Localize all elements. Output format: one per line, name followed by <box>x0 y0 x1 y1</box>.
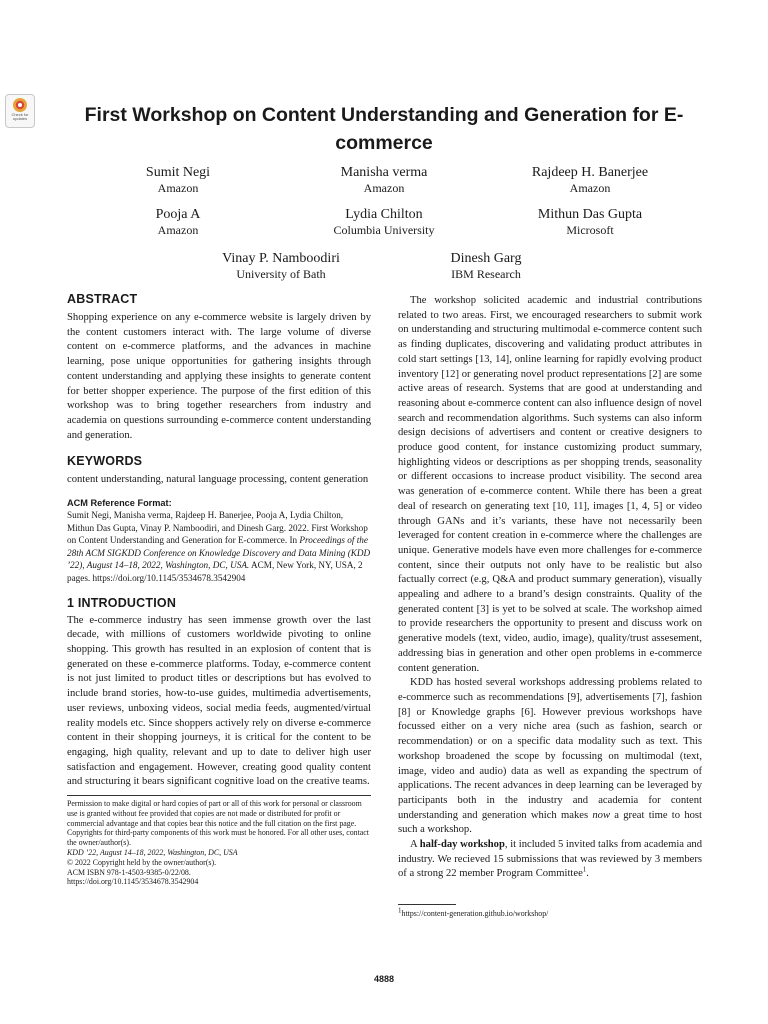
author-affiliation: IBM Research <box>451 267 521 281</box>
acm-reference-venue: Proceedings of the 28th ACM SIGKDD Conference on Knowledge Discovery and Data Mining (KDD ’22), August 14–18, 2022, Washington, DC, USA. <box>67 535 371 571</box>
acm-reference-authors: Sumit Negi, Manisha verma, Rajdeep H. Banerjee, Pooja A, Lydia Chilton, Mithun Das Gupta, Vinay P. Namboodiri, and Dinesh Garg. 2022. First Workshop on Content Understanding and Generation for E-commerce. In <box>67 510 368 546</box>
author-name: Pooja A <box>155 207 201 222</box>
introduction-heading: 1 INTRODUCTION <box>67 595 177 610</box>
footnote <box>398 906 702 919</box>
paper-title: First Workshop on Content Understanding and Generation for E-commerce <box>84 104 684 154</box>
author-affiliation: Microsoft <box>566 223 614 237</box>
author-name: Dinesh Garg <box>450 251 522 266</box>
author-name: Rajdeep H. Banerjee <box>531 165 649 180</box>
author-affiliation: Columbia University <box>333 223 435 237</box>
page-number: 4888 <box>373 974 395 984</box>
emphasis-text: now <box>592 809 611 821</box>
bold-text: half-day workshop <box>419 839 505 851</box>
author-affiliation: Amazon <box>157 223 199 237</box>
permission-divider <box>67 795 371 796</box>
footnote-marker[interactable]: 1 <box>582 865 587 874</box>
paragraph-text: . <box>586 868 589 880</box>
author-name: Mithun Das Gupta <box>537 207 643 222</box>
author-block <box>366 250 606 282</box>
paragraph-text: a great time to host such a workshop. <box>398 809 702 836</box>
right-column <box>398 294 702 919</box>
badge-text-1: Check for <box>11 112 29 117</box>
permission-venue: KDD ’22, August 14–18, 2022, Washington, DC, USA <box>67 848 238 858</box>
paragraph-text: A <box>410 839 420 851</box>
footnote-number: 1 <box>398 906 402 915</box>
keywords-text: content understanding, natural language processing, content generation <box>67 474 369 486</box>
author-affiliation: Amazon <box>157 181 199 195</box>
permission-isbn: ACM ISBN 978-1-4503-9385-0/22/08. <box>67 867 191 877</box>
author-affiliation: Amazon <box>569 181 611 195</box>
footnote-link[interactable]: https://content-generation.github.io/workshop/ <box>401 909 549 919</box>
author-name: Lydia Chilton <box>345 207 423 222</box>
author-affiliation: University of Bath <box>236 267 326 281</box>
badge-text-2: updates <box>12 116 28 121</box>
update-ribbon-icon <box>12 97 28 113</box>
body-paragraph: The workshop solicited academic and industrial contributions related to two areas. First, we encouraged researchers to submit work on understanding and structuring multimodal e-commerce content such as finding duplicates, discovering and validating product attributes in cold start settings [13, 14], online learning for rapidly evolving product inventory [12] or generating novel product representations [2] are some active areas of research. Systems that are good at understanding and reasoning about e-commerce content can also influence design of novel search and recommendation algorithms. Such systems can also inform design decisions of advertisers and content or creative designers to produce good content, for instance customizing product summary, highlighting videos or descriptions as per shopping trends, seasonality or different occasions to increase product visibility. The second area was generation of e-commerce content. While there has been a great deal of research on generating text [10, 11], images [1, 4, 5] or video through GANs and it’s variants, these have not necessarily been leveraged for content creation in e-commerce where the challenges are unique. Generative models have even more challenges for e-commerce content, since their outputs not only have to be realistic but also factually correct (e.g, Q&A and product summary generation), visually appealing and adhere to a brand’s design constraints. Quality of the generated content [3] is yet to be solved at scale. The workshop aimed to provide researchers the opportunity to present and discuss work on generative models (text, video, audio, image), quality/trust assesement, addressing bias in generation and other open problems in e-commerce content generation. <box>398 295 702 674</box>
body-paragraph <box>398 676 702 838</box>
author-block <box>58 164 298 196</box>
check-for-updates-badge[interactable] <box>5 94 35 128</box>
footnote-divider <box>398 904 456 905</box>
author-block <box>470 206 710 238</box>
acm-reference-text <box>67 509 371 585</box>
paragraph-text: , it included 5 invited talks from academia and industry. We recieved 15 submissions that was reviewed by 3 members of a strong 22 member Program Committee <box>398 839 702 880</box>
author-block <box>58 206 298 238</box>
author-name: Manisha verma <box>340 165 428 180</box>
permission-text: Permission to make digital or hard copies of part or all of this work for personal or classroom use is granted without fee provided that copies are not made or distributed for profit or commercial advantage and that copies bear this notice and the full citation on the first page. Copyrights for third-party components of this work must be honored. For all other uses, contact the owner/author(s). <box>67 799 369 848</box>
author-name: Vinay P. Namboodiri <box>222 251 340 266</box>
body-paragraph <box>398 838 702 882</box>
introduction-text: The e-commerce industry has seen immense growth over the last decade, with millions of customers worldwide pivoting to online shopping. This growth has resulted in an explosion of content that is generated on these e-commerce platforms. Today, e-commerce content is not just limited to product titles or descriptions but has evolved to include brand stories, how-to-use guides, multimedia advertisements, user reviews, unboxing videos, social media feeds, augmented/virtual reality models etc. Since shoppers actively rely on diverse e-commerce content in their shopping journeys, it is critical for the content to be engaging, high quality, relevant and up to date to deliver high user satisfaction and engagement. However, creating good quality content and structuring it bears significant cognitive load on the creative teams. <box>67 614 371 788</box>
acm-reference-publisher: ACM, New York, NY, USA, 2 pages. https://doi.org/10.1145/3534678.3542904 <box>67 560 363 583</box>
author-block <box>264 206 504 238</box>
permission-copyright: © 2022 Copyright held by the owner/author(s). <box>67 857 217 867</box>
abstract-heading: ABSTRACT <box>67 292 138 306</box>
permission-doi: https://doi.org/10.1145/3534678.3542904 <box>67 877 199 887</box>
author-block <box>161 250 401 282</box>
acm-reference-label: ACM Reference Format: <box>67 498 172 509</box>
author-affiliation: Amazon <box>363 181 405 195</box>
permission-notice <box>67 799 371 887</box>
author-block <box>470 164 710 196</box>
left-column <box>67 291 371 887</box>
abstract-text: Shopping experience on any e-commerce website is largely driven by the content customers interact with. The large volume of diverse content on e-commerce platforms, and the advances in machine learning, pose unique opportunities for gathering insights through content understanding and applying these insights to generate content for better shopper experience. The purpose of the first edition of this workshop was to bring together researchers from industry and academia on questions surrounding e-commerce content understanding and generation. <box>67 312 371 441</box>
author-block <box>264 164 504 196</box>
paragraph-text: KDD has hosted several workshops addressing problems related to e-commerce such as recommendations [9], advertisements [7], fashion [8] or Knowledge graphs [6]. However previous workshops have focussed either on a very niche area (such as fashion, search or recommendation) or on a specific data modality such as text. This workshop broadened the scope by focussing on multimodal (text, image, video and audio) data as well as expanding the spectrum of applications. The recent advances in deep learning can be leveraged by participants both in the industry and academia for content understanding and generation which makes <box>398 677 702 821</box>
keywords-heading: KEYWORDS <box>67 454 143 469</box>
author-name: Sumit Negi <box>145 165 211 180</box>
